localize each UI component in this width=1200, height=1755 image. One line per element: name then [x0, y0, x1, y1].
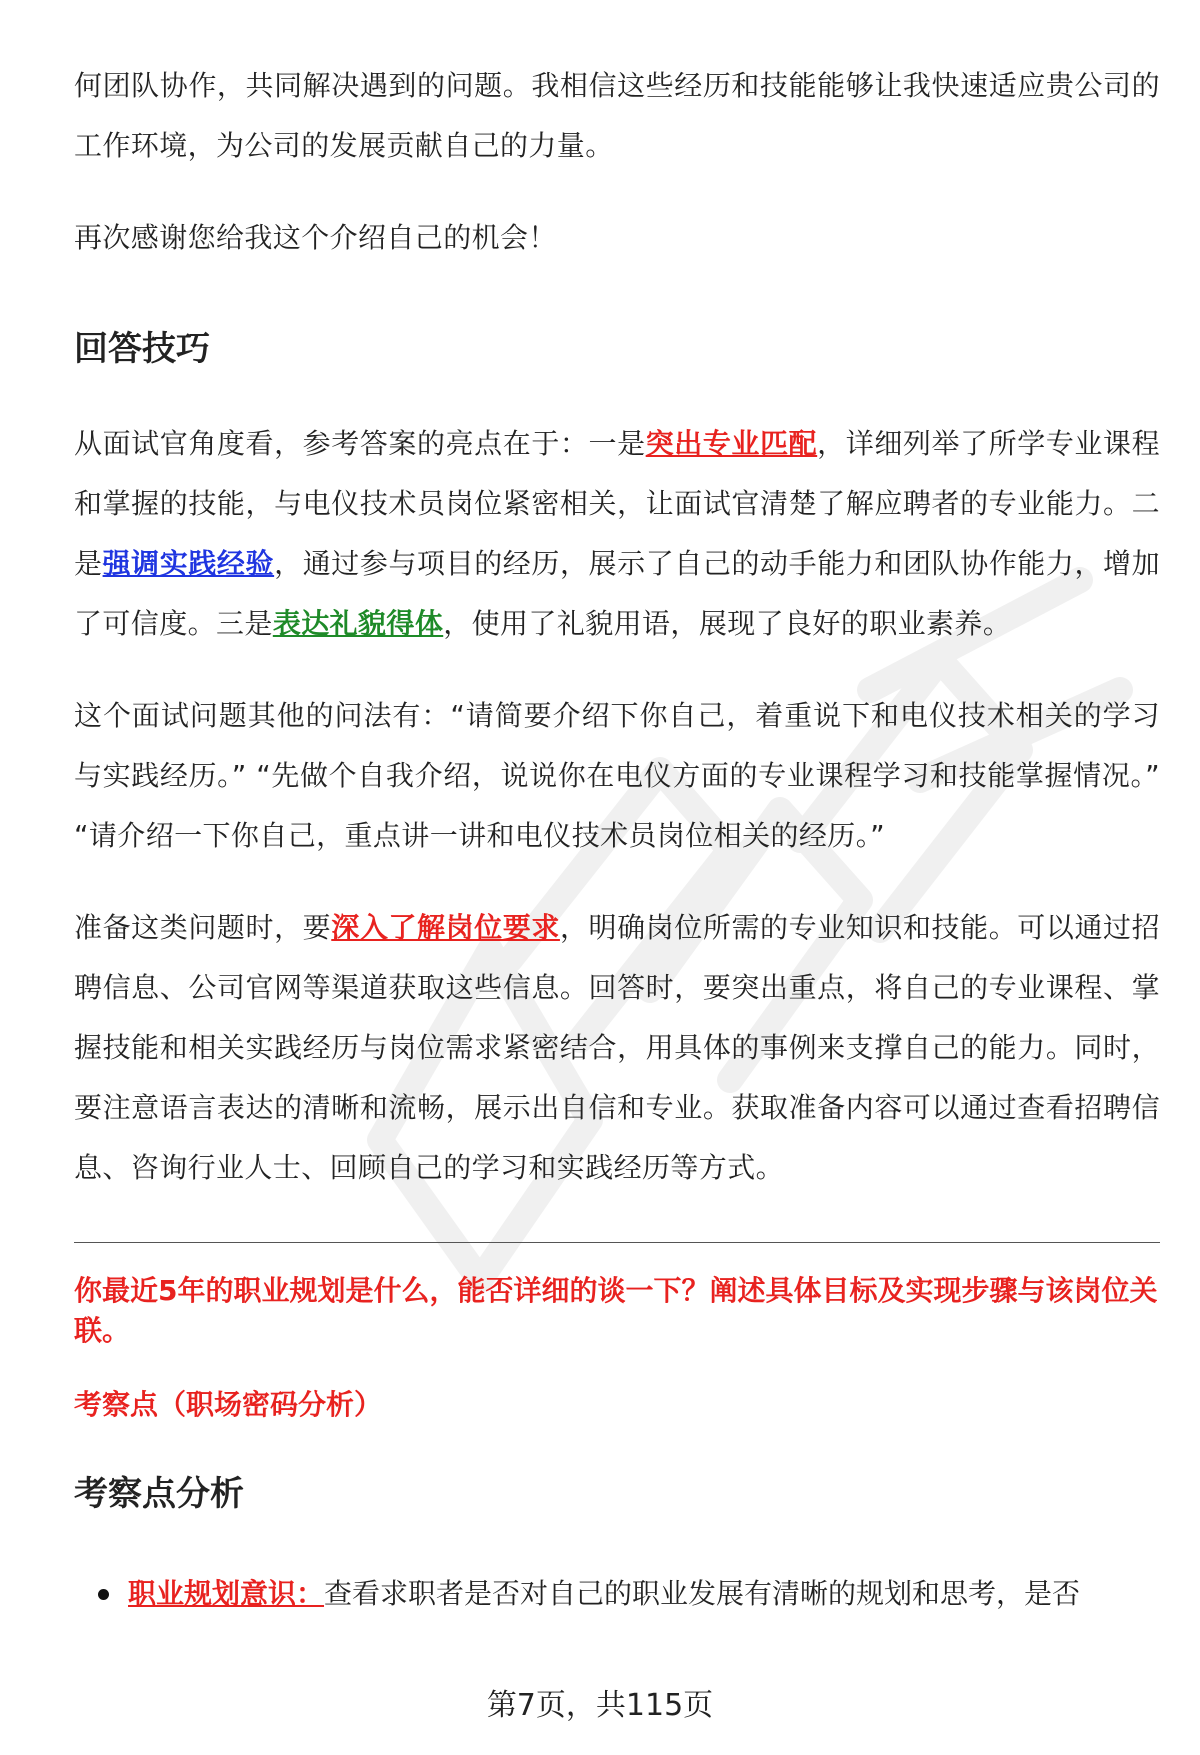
highlight-practice-experience: 强调实践经验 — [102, 547, 275, 580]
text-span: 准备这类问题时，要 — [74, 911, 332, 944]
list-item — [74, 1569, 1160, 1619]
text-span: ，明确岗位所需的专业知识和技能。可以通过招聘信息、公司官网等渠道获取这些信息。回答时，要突出重点，将自己的专业课程、掌握技能和相关实践经历与岗位需求紧密结合，用具体的事例来支撑自己的能力。同时，要注意语言表达的清晰和流畅，展示出自信和专业。获取准备内容可以通过查看招聘信息、咨询行业人士、回顾自己的学习和实践经历等方式。 — [74, 911, 1161, 1184]
bullet-dot-icon — [98, 1589, 109, 1600]
tips-paragraph-1 — [74, 414, 1160, 654]
highlight-polite-expression: 表达礼貌得体 — [272, 607, 444, 640]
text-span: ，详细列举了所学专业课程和掌握的技能，与电仪技术员岗位紧密相关，让面试官清楚了解应聘者的专业能力。二是 — [74, 427, 1160, 580]
bullet-text: 查看求职者是否对自己的职业发展有清晰的规划和思考，是否 — [324, 1577, 1081, 1610]
thanks-paragraph: 再次感谢您给我这个介绍自己的机会！ — [74, 221, 557, 254]
next-question: 你最近5年的职业规划是什么，能否详细的谈一下？阐述具体目标及实现步骤与该岗位关联。 — [74, 1274, 1158, 1347]
question-subtitle: 考察点（职场密码分析） — [74, 1388, 383, 1421]
tips-heading: 回答技巧 — [74, 329, 210, 369]
section-divider — [74, 1242, 1160, 1243]
text-span: ，使用了礼貌用语，展现了良好的职业素养。 — [443, 607, 1012, 640]
intro-paragraph: 何团队协作，共同解决遇到的问题。我相信这些经历和技能能够让我快速适应贵公司的工作环境，为公司的发展贡献自己的力量。 — [74, 69, 1160, 162]
tips-paragraph-2: 这个面试问题其他的问法有：“请简要介绍下你自己，着重说下和电仪技术相关的学习与实践经历。” “先做个自我介绍，说说你在电仪方面的专业课程学习和技能掌握情况。” “请介绍一下你自己，重点讲一讲和电仪技术员岗位相关的经历。” — [74, 699, 1160, 852]
page-footer: 第7页，共115页 — [486, 1688, 714, 1723]
tips-paragraph-3 — [74, 898, 1160, 1198]
highlight-professional-match: 突出专业匹配 — [645, 427, 818, 460]
analysis-heading: 考察点分析 — [74, 1474, 244, 1514]
text-span: 从面试官角度看，参考答案的亮点在于：一是 — [74, 427, 646, 460]
text-span: ，通过参与项目的经历，展示了自己的动手能力和团队协作能力，增加了可信度。三是 — [74, 547, 1161, 640]
bullet-label: 职业规划意识： — [128, 1577, 325, 1610]
highlight-job-requirements: 深入了解岗位要求 — [331, 911, 560, 944]
document-body — [74, 56, 1160, 1619]
